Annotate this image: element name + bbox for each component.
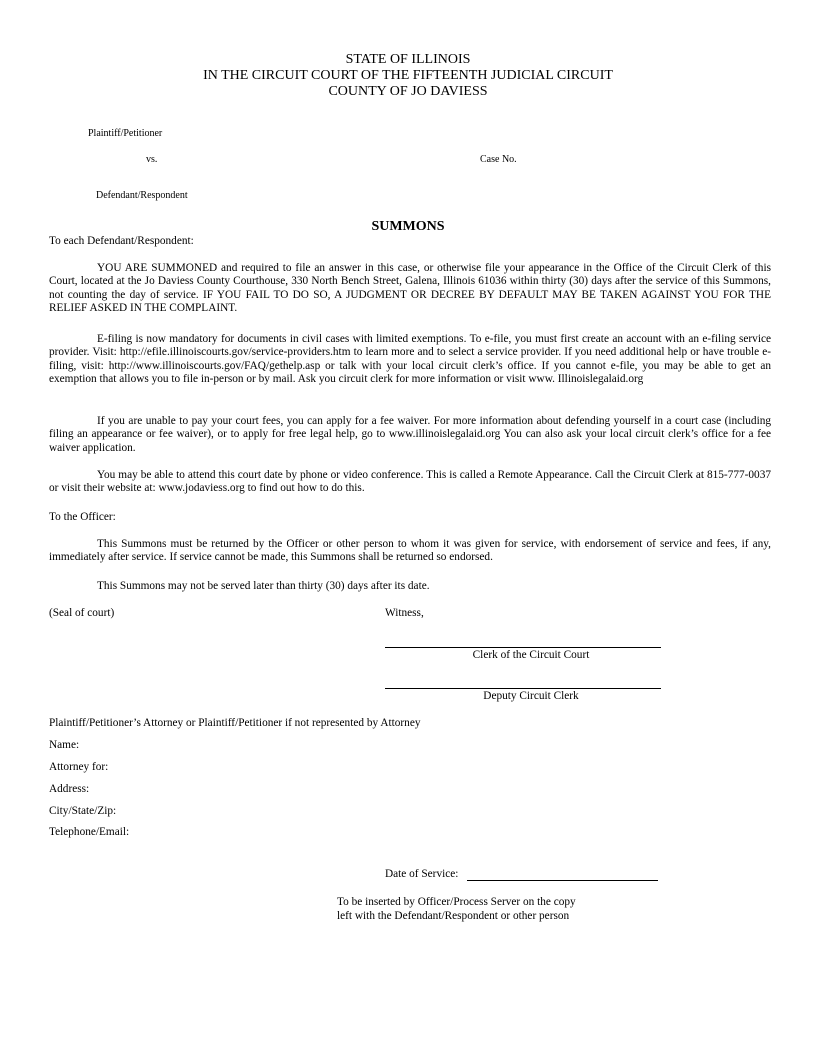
paragraph-summoned-text: YOU ARE SUMMONED and required to file an answer in this case, or otherwise file your appearance in the Office of the Circuit Clerk of this Court, located at the Jo Daviess County Courthouse, 330 North Bench Street, Galena, Illinois 61036 within thirty (30) days after the service of this Summons, not counting the day of service. IF YOU FAIL TO DO SO, A JUDGMENT OR DECREE BY DEFAULT MAY BE TAKEN AGAINST YOU FOR THE RELIEF ASKED IN THE COMPLAINT. [49, 262, 771, 314]
seal-of-court: (Seal of court) [49, 607, 115, 619]
paragraph-efiling [49, 333, 771, 386]
paragraph-fee-waiver-text: If you are unable to pay your court fees, you can apply for a fee waiver. For more information about defending yourself in a court case (including filing an appearance or fee waiver), or to apply for free legal help, go to www.illinoislegalaid.org You can also ask your local circuit clerk’s office for a fee waiver application. [49, 415, 771, 454]
header-court: IN THE CIRCUIT COURT OF THE FIFTEENTH JUDICIAL CIRCUIT [203, 68, 613, 83]
telephone-email-label: Telephone/Email: [49, 826, 130, 838]
deputy-label: Deputy Circuit Clerk [483, 690, 579, 702]
paragraph-officer-return [49, 538, 771, 565]
header-state: STATE OF ILLINOIS [345, 52, 471, 67]
defendant-label: Defendant/Respondent [96, 190, 188, 201]
address-label: Address: [49, 783, 90, 795]
service-note-line1: To be inserted by Officer/Process Server on the copy [337, 896, 576, 908]
case-no-label: Case No. [480, 154, 517, 165]
paragraph-remote-text: You may be able to attend this court date by phone or video conference. This is called a Remote Appearance. Call the Circuit Clerk at 815-777-0037 or visit their website at: www.jodaviess.org to find out how to do this. [49, 469, 771, 495]
vs-label: vs. [146, 154, 158, 165]
attorney-heading: Plaintiff/Petitioner’s Attorney or Plaintiff/Petitioner if not represented by Attorney [49, 717, 421, 729]
officer-heading: To the Officer: [49, 511, 116, 523]
name-label: Name: [49, 739, 80, 751]
witness-label: Witness, [385, 607, 424, 619]
deputy-signature-line[interactable] [385, 688, 661, 689]
salutation: To each Defendant/Respondent: [49, 235, 194, 247]
attorney-for-label: Attorney for: [49, 761, 109, 773]
paragraph-efiling-text: E-filing is now mandatory for documents in civil cases with limited exemptions. To e-file, you must first create an account with an e-filing service provider. Visit: http://efile.illinoiscourts.gov/service-providers.htm to learn more and to select a service provider. If you need additional help or have trouble e-filing, visit: http://www.illinoiscourts.gov/FAQ/gethelp.asp or talk with your local circuit clerk’s office. If you cannot e-file, you may be able to get an exemption that allows you to file in-person or by mail. Ask you circuit clerk for more information or visit www. Illinoislegalaid.org [49, 333, 771, 385]
plaintiff-label: Plaintiff/Petitioner [88, 128, 163, 139]
paragraph-summoned [49, 262, 771, 315]
service-note-line2: left with the Defendant/Respondent or other person [337, 910, 570, 922]
paragraph-officer-deadline-text: This Summons may not be served later than thirty (30) days after its date. [97, 580, 430, 592]
header-county: COUNTY OF JO DAVIESS [328, 84, 488, 99]
city-state-zip-label: City/State/Zip: [49, 805, 117, 817]
date-of-service-label: Date of Service: [385, 868, 459, 880]
paragraph-fee-waiver [49, 415, 771, 455]
document-title: SUMMONS [371, 219, 445, 234]
date-of-service-line[interactable] [467, 880, 658, 881]
paragraph-officer-return-text: This Summons must be returned by the Officer or other person to whom it was given for service, with endorsement of service and fees, if any, immediately after service. If service cannot be made, this Summons shall be returned so endorsed. [49, 538, 771, 564]
paragraph-officer-deadline [49, 580, 771, 593]
paragraph-remote [49, 469, 771, 496]
clerk-signature-line[interactable] [385, 647, 661, 648]
clerk-label: Clerk of the Circuit Court [472, 649, 590, 661]
